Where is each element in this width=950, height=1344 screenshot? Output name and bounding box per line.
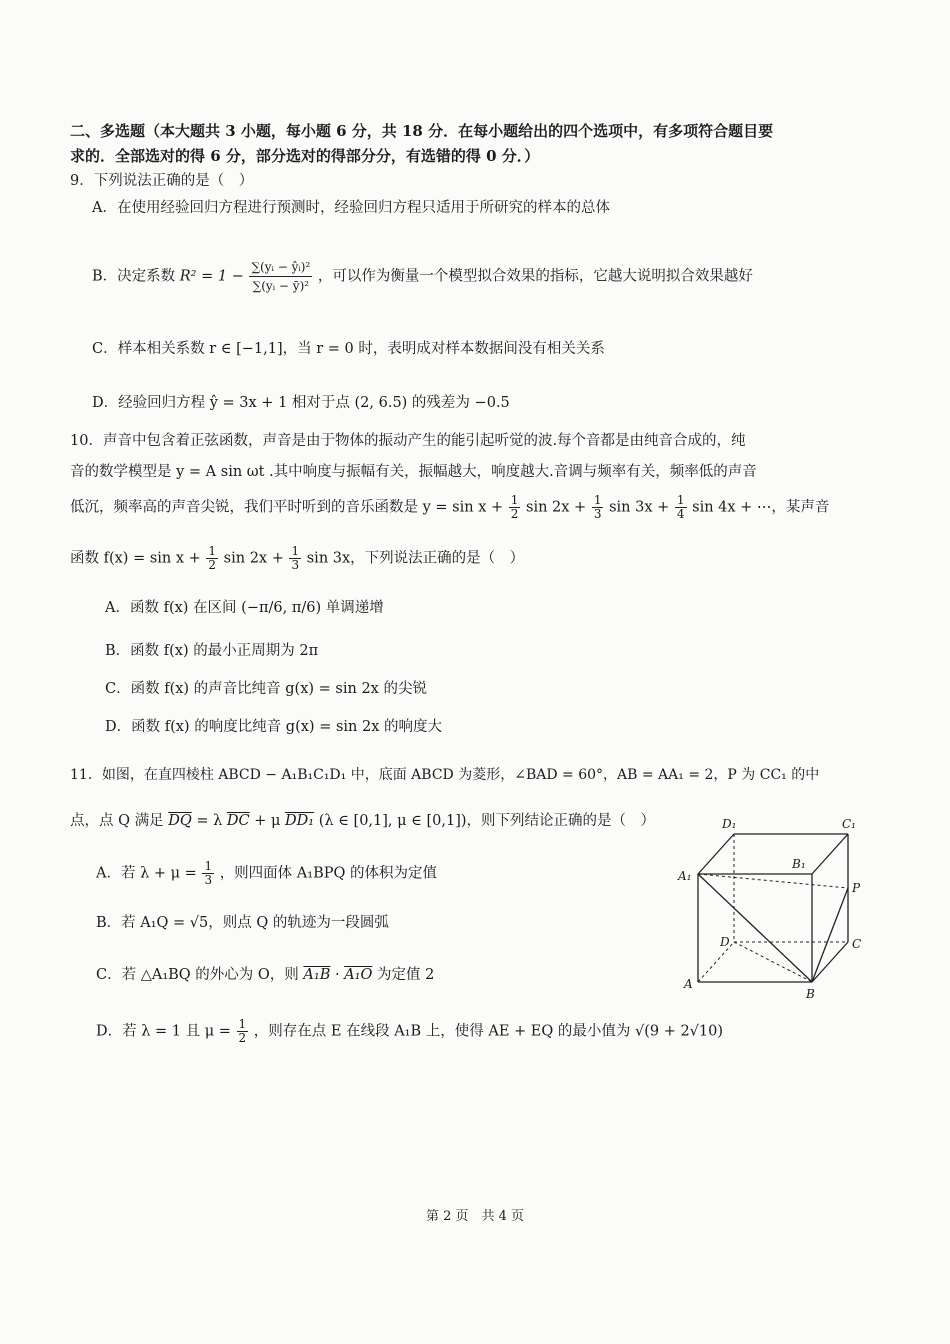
q10-line4-part-a: 函数 f(x) = sin x +	[70, 550, 201, 567]
q11-option-b: B．若 A₁Q = √5，则点 Q 的轨迹为一段圆弧	[96, 915, 389, 931]
q11-option-c-part-b: 为定值 2	[376, 967, 435, 983]
q10-line4	[70, 545, 870, 572]
segment-b-p	[812, 888, 848, 982]
q10-line2: 音的数学模型是 y = A sin ωt .其中响度与振幅有关，振幅越大，响度越大.音调与频率有关，频率低的声音	[70, 464, 757, 480]
q10-frac-half	[206, 545, 218, 572]
q10-line3-part-c: sin 3x +	[609, 499, 670, 516]
q9-option-b-fraction	[249, 258, 312, 295]
label-p: P	[852, 881, 861, 895]
frac-denominator: 3	[204, 873, 213, 887]
q9-option-d: D．经验回归方程 ŷ = 3x + 1 相对于点 (2, 6.5) 的残差为 −0.5	[92, 395, 510, 411]
q10-option-b: B．函数 f(x) 的最小正周期为 2π	[105, 643, 319, 659]
q11-line2	[70, 810, 670, 832]
label-d: D	[720, 935, 730, 949]
q10-line4-part-c: sin 3x，下列说法正确的是（ ）	[306, 550, 525, 567]
q11-option-d-part-a: D．若 λ = 1 且 μ =	[96, 1023, 231, 1040]
q11-frac-third	[202, 860, 214, 887]
frac-denominator: 3	[593, 507, 602, 521]
q11-line2-part-b: = λ	[196, 813, 223, 829]
q10-option-a	[105, 597, 905, 619]
q11-option-c	[96, 964, 656, 986]
q9-stem: 9．下列说法正确的是（ ）	[70, 173, 254, 189]
label-c1: C₁	[842, 817, 856, 831]
label-b1: B₁	[792, 857, 806, 871]
q9-option-b-denominator: ∑(yᵢ − ȳ)²	[252, 279, 310, 293]
q10-frac-quarter	[675, 494, 687, 521]
q9-option-b-formula: R² = 1 −	[179, 268, 244, 285]
q10-option-a-part-b: 单调递增	[325, 600, 384, 616]
section-heading-line1: 二、多选题（本大题共 3 小题，每小题 6 分，共 18 分．在每小题给出的四个选项中，有多项符合题目要	[70, 122, 774, 140]
edge-b-c	[812, 942, 848, 982]
q9-option-b-suffix: ，可以作为衡量一个模型拟合效果的指标，它越大说明拟合效果越好	[317, 268, 753, 285]
q10-line3-part-b: sin 2x +	[526, 499, 587, 516]
page-footer: 第 2 页 共 4 页	[425, 1209, 525, 1224]
q9-option-a: A．在使用经验回归方程进行预测时，经验回归方程只适用于所研究的样本的总体	[92, 200, 610, 216]
q10-option-a-interval: (−π/6, π/6)	[241, 600, 322, 616]
label-b: B	[806, 987, 815, 1001]
q11-option-a-part-b: ，则四面体 A₁BPQ 的体积为定值	[219, 865, 437, 882]
label-a: A	[684, 977, 693, 991]
q11-vector-dq: $\overline{DQ}$	[168, 813, 192, 829]
q11-option-d	[96, 1018, 896, 1045]
q11-frac-half	[237, 1018, 249, 1045]
frac-numerator: 1	[208, 544, 217, 558]
q10-line1: 10．声音中包含着正弦函数，声音是由于物体的振动产生的能引起听觉的波.每个音都是由纯音合成的，纯	[70, 433, 746, 449]
segment-a1-b	[698, 874, 812, 982]
q10-option-c: C．函数 f(x) 的声音比纯音 g(x) = sin 2x 的尖锐	[105, 681, 427, 697]
edge-a1-d1	[698, 834, 734, 874]
q11-dot-operator: ·	[334, 967, 340, 983]
edge-c1-b1	[812, 834, 848, 874]
q11-line2-part-c: + μ	[254, 813, 281, 829]
q11-vector-dc: $\overline{DC}$	[226, 813, 250, 829]
q10-option-d: D．函数 f(x) 的响度比纯音 g(x) = sin 2x 的响度大	[105, 719, 442, 735]
q9-option-b-prefix: B．决定系数	[92, 268, 176, 285]
q10-frac-third	[592, 494, 604, 521]
q9-option-c: C．样本相关系数 r ∈ [−1,1]，当 r = 0 时，表明成对样本数据间没有相关关系	[92, 341, 605, 357]
frac-numerator: 1	[676, 493, 685, 507]
q11-vector-a1o: A₁O	[344, 967, 373, 983]
q9-option-b-numerator: ∑(yᵢ − ŷᵢ)²	[249, 258, 312, 277]
frac-denominator: 2	[238, 1031, 247, 1045]
prism-figure	[676, 812, 876, 1002]
frac-denominator: 2	[510, 507, 519, 521]
frac-numerator: 1	[593, 493, 602, 507]
q10-line3-part-a: 低沉，频率高的声音尖锐，我们平时听到的音乐函数是 y = sin x +	[70, 499, 504, 516]
frac-denominator: 2	[208, 558, 217, 572]
q10-line3-part-d: sin 4x + ⋯，某声音	[692, 499, 830, 516]
q9-option-b	[92, 258, 892, 295]
q11-vector-a1b: A₁B	[303, 967, 331, 983]
label-a1: A₁	[678, 869, 692, 883]
q11-option-a-part-a: A．若 λ + μ =	[96, 865, 197, 882]
frac-numerator: 1	[204, 859, 213, 873]
frac-numerator: 1	[291, 544, 300, 558]
q11-vector-dd1: DD₁	[285, 813, 315, 829]
section-heading-line2: 求的．全部选对的得 6 分，部分选对的得部分分，有选错的得 0 分．）	[70, 147, 540, 165]
q11-line2-part-d: (λ ∈ [0,1], μ ∈ [0,1])，则下列结论正确的是（ ）	[318, 813, 656, 829]
q11-option-c-part-a: C．若 △A₁BQ 的外心为 O，则	[96, 967, 299, 983]
frac-denominator: 3	[291, 558, 300, 572]
q10-option-a-part-a: A．函数 f(x) 在区间	[105, 600, 237, 616]
q10-frac-half	[509, 494, 521, 521]
q11-option-d-part-b: ，则存在点 E 在线段 A₁B 上，使得 AE + EQ 的最小值为 √(9 + 2√10)	[253, 1023, 724, 1040]
q11-line1: 11．如图，在直四棱柱 ABCD − A₁B₁C₁D₁ 中，底面 ABCD 为菱形，∠BAD = 60°，AB = AA₁ = 2，P 为 CC₁ 的中	[70, 767, 820, 783]
q11-option-a	[96, 860, 656, 887]
frac-numerator: 1	[510, 493, 519, 507]
frac-denominator: 4	[676, 507, 685, 521]
label-c: C	[852, 937, 862, 951]
label-d1: D₁	[722, 817, 737, 831]
q11-line2-part-a: 点，点 Q 满足	[70, 813, 164, 829]
hidden-segment-d-b	[734, 942, 812, 982]
q10-line3	[70, 494, 870, 521]
hidden-segment-a1-p	[698, 874, 848, 888]
frac-numerator: 1	[238, 1017, 247, 1031]
q10-frac-third	[289, 545, 301, 572]
q10-line4-part-b: sin 2x +	[223, 550, 284, 567]
